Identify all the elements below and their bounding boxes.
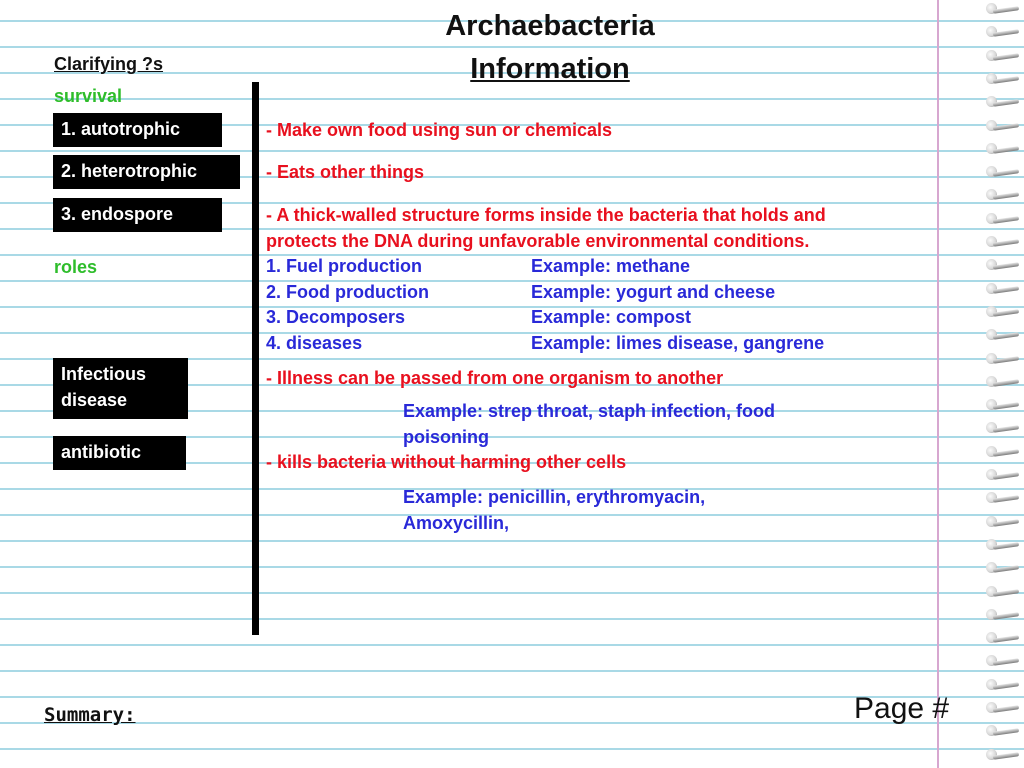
page-number: Page #: [854, 692, 950, 725]
binding-ring-icon: [984, 282, 1024, 296]
binding-ring-icon: [984, 95, 1024, 109]
definition-antibiotic: - kills bacteria without harming other cells: [266, 452, 627, 472]
role-4: 4. diseases: [266, 333, 363, 353]
binding-ring-icon: [984, 212, 1024, 226]
role-3: 3. Decomposers: [266, 307, 406, 327]
binding-ring-icon: [984, 585, 1024, 599]
binding-ring-icon: [984, 538, 1024, 552]
binding-ring-icon: [984, 188, 1024, 202]
definition-autotrophic: - Make own food using sun or chemicals: [266, 120, 613, 140]
term-antibiotic: antibiotic: [53, 436, 186, 470]
survival-label: survival: [54, 86, 123, 106]
binding-ring-icon: [984, 305, 1024, 319]
clarifying-questions-header: Clarifying ?s: [54, 54, 164, 74]
definition-heterotrophic: - Eats other things: [266, 162, 425, 182]
spiral-binding: [984, 0, 1024, 768]
role-4-example: Example: limes disease, gangrene: [531, 333, 825, 353]
term-autotrophic: 1. autotrophic: [53, 113, 222, 147]
role-1-example: Example: methane: [531, 256, 691, 276]
example-antibiotic-line1: Example: penicillin, erythromyacin,: [403, 487, 706, 507]
definition-endospore-line1: - A thick-walled structure forms inside the bacteria that holds and: [266, 205, 826, 225]
example-antibiotic-line2: Amoxycillin,: [403, 513, 510, 533]
roles-label: roles: [54, 257, 98, 277]
binding-ring-icon: [984, 398, 1024, 412]
example-infectious-line1: Example: strep throat, staph infection, food: [403, 401, 776, 421]
binding-ring-icon: [984, 165, 1024, 179]
term-infectious-disease: [53, 358, 188, 419]
binding-ring-icon: [984, 421, 1024, 435]
binding-ring-icon: [984, 678, 1024, 692]
binding-ring-icon: [984, 119, 1024, 133]
binding-ring-icon: [984, 375, 1024, 389]
binding-ring-icon: [984, 72, 1024, 86]
term-heterotrophic: 2. heterotrophic: [53, 155, 240, 189]
page-title-line1: Archaebacteria: [445, 10, 655, 42]
binding-ring-icon: [984, 701, 1024, 715]
notebook-margin-line: [937, 0, 939, 768]
definition-endospore-line2: protects the DNA during unfavorable environmental conditions.: [266, 231, 810, 251]
binding-ring-icon: [984, 142, 1024, 156]
binding-ring-icon: [984, 491, 1024, 505]
role-2: 2. Food production: [266, 282, 429, 302]
example-infectious-line2: poisoning: [403, 427, 489, 447]
binding-ring-icon: [984, 2, 1024, 16]
binding-ring-icon: [984, 654, 1024, 668]
binding-ring-icon: [984, 515, 1024, 529]
binding-ring-icon: [984, 468, 1024, 482]
role-1: 1. Fuel production: [266, 256, 422, 276]
binding-ring-icon: [984, 258, 1024, 272]
term-endospore: 3. endospore: [53, 198, 222, 232]
binding-ring-icon: [984, 328, 1024, 342]
role-3-example: Example: compost: [531, 307, 692, 327]
term-infectious-line2: disease: [61, 390, 128, 410]
binding-ring-icon: [984, 608, 1024, 622]
summary-label: Summary:: [44, 704, 136, 726]
definition-infectious-disease: - Illness can be passed from one organism to another: [266, 368, 724, 388]
binding-ring-icon: [984, 25, 1024, 39]
binding-ring-icon: [984, 748, 1024, 762]
page-title-line2: Information: [470, 53, 630, 85]
binding-ring-icon: [984, 235, 1024, 249]
divider-bar: [252, 82, 259, 635]
binding-ring-icon: [984, 561, 1024, 575]
role-2-example: Example: yogurt and cheese: [531, 282, 776, 302]
binding-ring-icon: [984, 352, 1024, 366]
binding-ring-icon: [984, 631, 1024, 645]
term-infectious-line1: Infectious: [61, 364, 147, 384]
binding-ring-icon: [984, 724, 1024, 738]
binding-ring-icon: [984, 49, 1024, 63]
binding-ring-icon: [984, 445, 1024, 459]
